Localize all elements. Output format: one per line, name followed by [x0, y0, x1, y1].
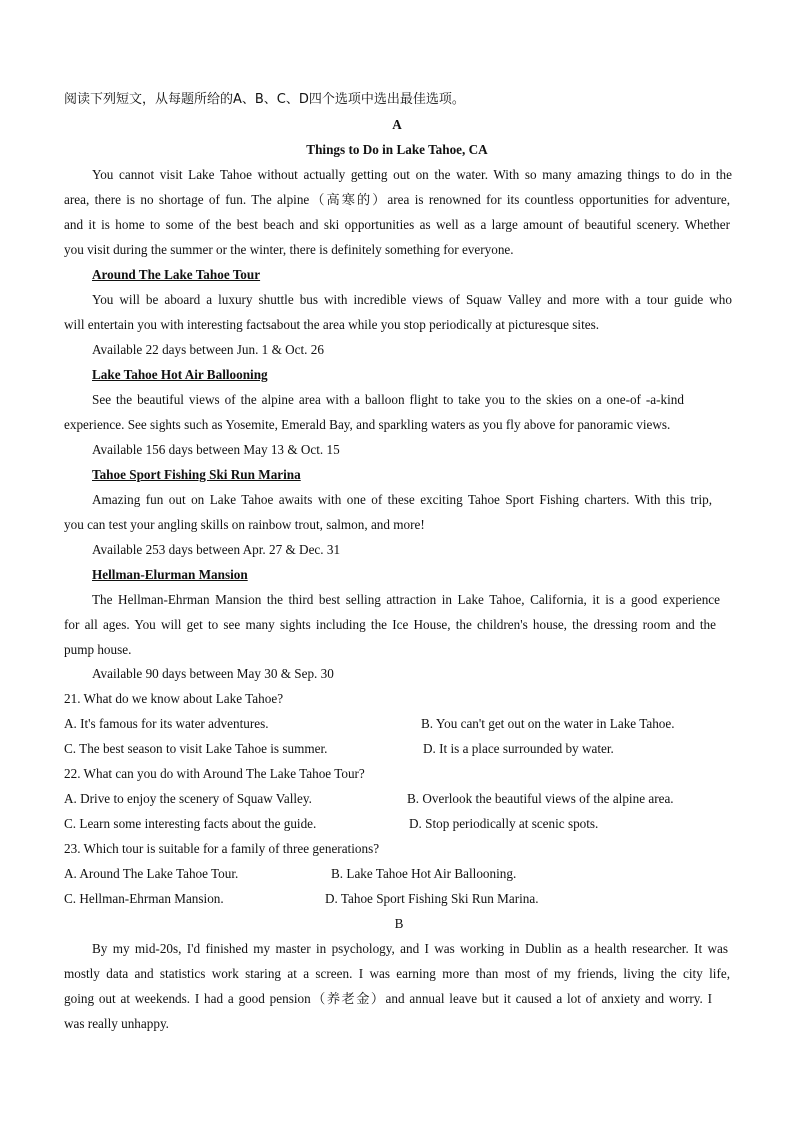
question-stem: 22. What can you do with Around The Lake Tahoe Tour?: [64, 766, 365, 781]
option-a[interactable]: A. Drive to enjoy the scenery of Squaw Valley.: [64, 791, 312, 806]
question-stem: 21. What do we know about Lake Tahoe?: [64, 691, 284, 706]
option-d[interactable]: D. Tahoe Sport Fishing Ski Run Marina.: [325, 891, 539, 906]
intro-line: You cannot visit Lake Tahoe without actually getting out on the water. With so many amazing things to do in the: [92, 167, 732, 182]
passage-b-line: going out at weekends. I had a good pension（养老金）and annual leave but it caused a lot of anxiety and worry. I: [64, 991, 712, 1006]
option-c[interactable]: C. Hellman-Ehrman Mansion.: [64, 891, 224, 906]
tour-heading: Tahoe Sport Fishing Ski Run Marina: [92, 467, 301, 482]
option-c[interactable]: C. Learn some interesting facts about the guide.: [64, 816, 317, 831]
tour-desc-line: pump house.: [64, 642, 132, 657]
option-a[interactable]: A. Around The Lake Tahoe Tour.: [64, 866, 239, 881]
tour-desc-line: See the beautiful views of the alpine area with a balloon flight to take you to the skies on a one-of -a-kind: [92, 392, 684, 407]
tour-desc-line: for all ages. You will get to see many sights including the Ice House, the children's house, the dressing room and the: [64, 617, 716, 632]
tour-availability: Available 156 days between May 13 & Oct. 15: [92, 442, 340, 457]
option-b[interactable]: B. Overlook the beautiful views of the alpine area.: [407, 791, 674, 806]
tour-desc-line: you can test your angling skills on rainbow trout, salmon, and more!: [64, 517, 425, 532]
passage-b-line: was really unhappy.: [64, 1016, 169, 1031]
tour-desc-line: You will be aboard a luxury shuttle bus with incredible views of Squaw Valley and more with a tour guide who: [92, 292, 732, 307]
tour-desc-line: experience. See sights such as Yosemite, Emerald Bay, and sparkling waters as you fly above for panoramic views.: [64, 417, 671, 432]
passage-b-line: mostly data and statistics work staring at a screen. I was earning more than most of my friends, living the city life,: [64, 966, 730, 981]
intro-line: you visit during the summer or the winter, there is definitely something for everyone.: [64, 242, 514, 257]
option-c[interactable]: C. The best season to visit Lake Tahoe is summer.: [64, 741, 328, 756]
section-b-letter: B: [394, 916, 404, 931]
option-d[interactable]: D. Stop periodically at scenic spots.: [409, 816, 599, 831]
instruction: 阅读下列短文，从每题所给的A、B、C、D四个选项中选出最佳选项。: [64, 92, 465, 107]
intro-line: and it is home to some of the best beach and ski opportunities as well as a large amount of beautiful scenery. Whether: [64, 217, 730, 232]
option-b[interactable]: B. Lake Tahoe Hot Air Ballooning.: [331, 866, 517, 881]
tour-availability: Available 22 days between Jun. 1 & Oct. 26: [92, 342, 324, 357]
tour-desc-line: will entertain you with interesting factsabout the area while you stop periodically at picturesque sites.: [64, 317, 600, 332]
tour-availability: Available 90 days between May 30 & Sep. 30: [92, 666, 334, 681]
option-a[interactable]: A. It's famous for its water adventures.: [64, 716, 269, 731]
question-stem: 23. Which tour is suitable for a family of three generations?: [64, 841, 380, 856]
passage-title: Things to Do in Lake Tahoe, CA: [306, 142, 488, 157]
tour-desc-line: The Hellman-Ehrman Mansion the third best selling attraction in Lake Tahoe, California, it is a good experience: [92, 592, 720, 607]
option-b[interactable]: B. You can't get out on the water in Lake Tahoe.: [421, 716, 675, 731]
tour-heading: Hellman-Elurman Mansion: [92, 567, 248, 582]
option-d[interactable]: D. It is a place surrounded by water.: [423, 741, 614, 756]
tour-heading: Lake Tahoe Hot Air Ballooning: [92, 367, 268, 382]
tour-heading: Around The Lake Tahoe Tour: [92, 267, 261, 282]
intro-line: area, there is no shortage of fun. The alpine（高寒的）area is renowned for its countless opportunities for adventure,: [64, 192, 730, 207]
tour-desc-line: Amazing fun out on Lake Tahoe awaits with one of these exciting Tahoe Sport Fishing charters. With this trip,: [92, 492, 712, 507]
passage-b-line: By my mid-20s, I'd finished my master in psychology, and I was working in Dublin as a health researcher. It was: [92, 941, 728, 956]
tour-availability: Available 253 days between Apr. 27 & Dec. 31: [92, 542, 341, 557]
section-a-letter: A: [392, 117, 402, 132]
